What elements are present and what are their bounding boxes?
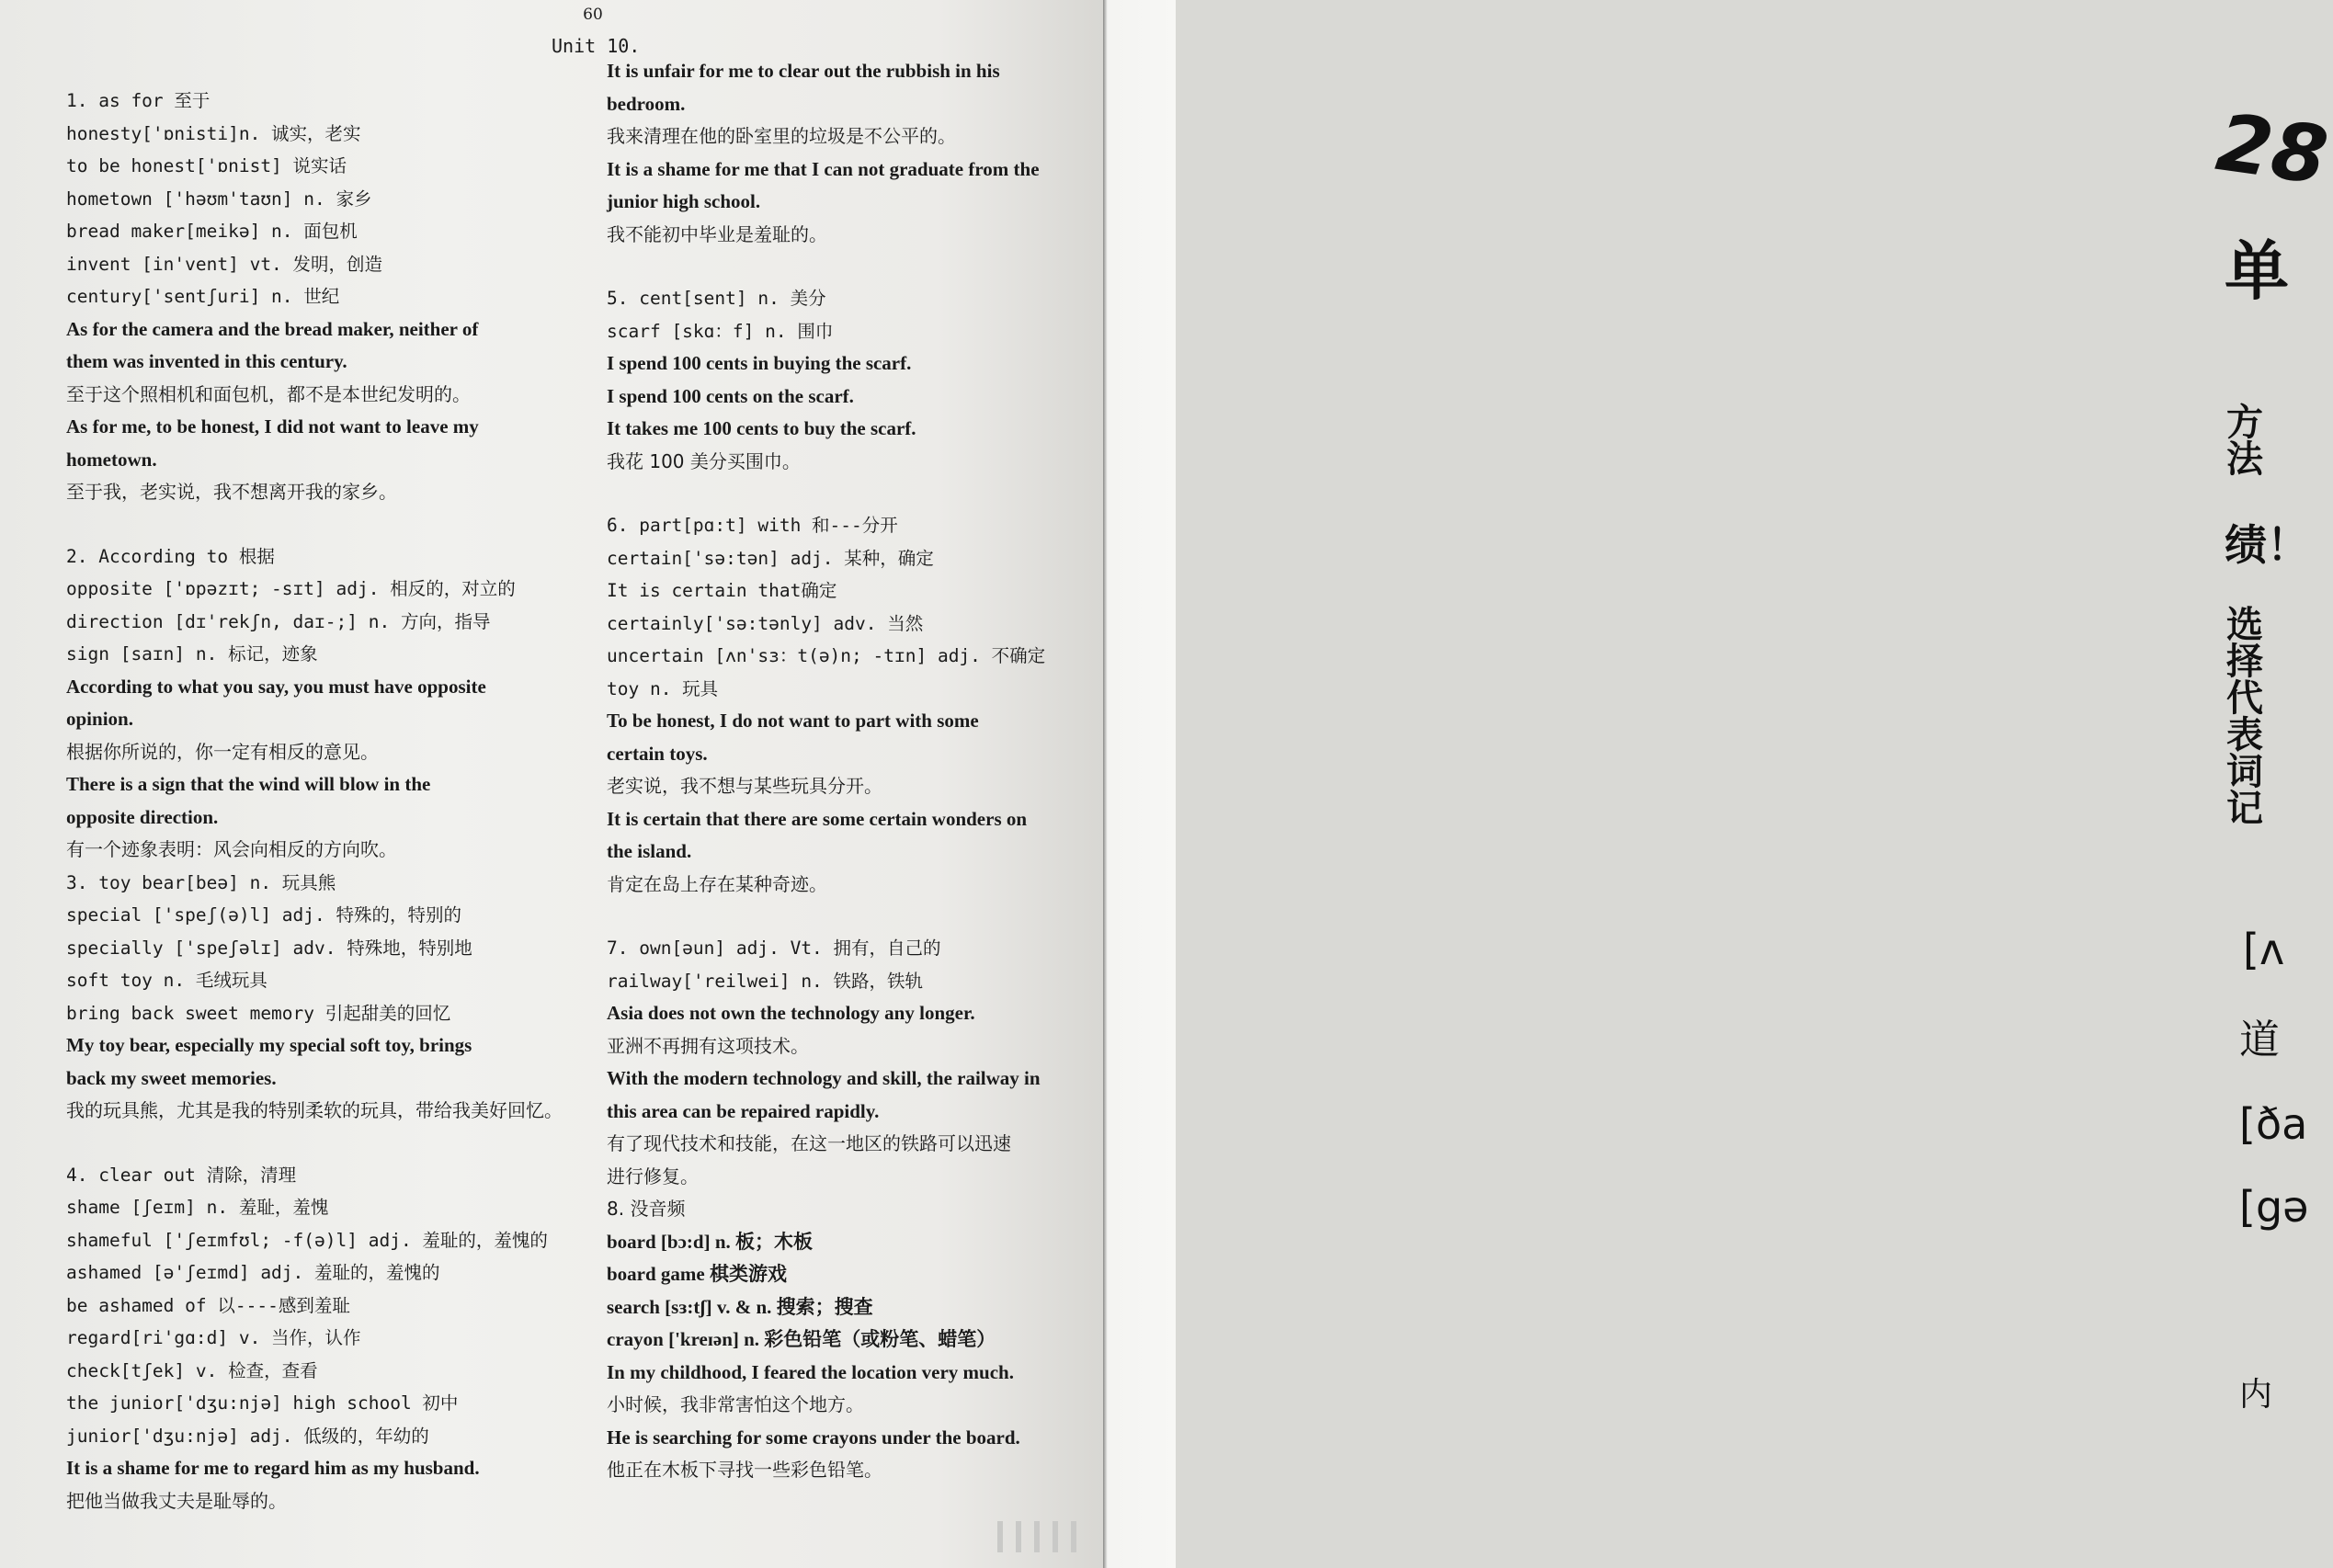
- unit-title: Unit 10.: [552, 35, 641, 57]
- vocabulary-entry: shame [ʃeɪm] n. 羞耻，羞愧: [66, 1197, 329, 1218]
- chinese-line: 至于这个照相机和面包机，都不是本世纪发明的。: [66, 382, 471, 405]
- vocabulary-entry: railway['reilwei] n. 铁路，铁轨: [607, 970, 924, 992]
- vocabulary-entry: special ['speʃ(ə)l] adj. 特殊的，特别的: [66, 904, 461, 926]
- english-sentence: As for me, to be honest, I did not want to leave my: [66, 415, 479, 437]
- chinese-line: 8. 没音频: [607, 1198, 686, 1220]
- english-sentence: It is a shame for me that I can not graduate from the: [607, 157, 1040, 180]
- vocabulary-entry: shameful ['ʃeɪmfʊl; -f(ə)l] adj. 羞耻的，羞愧的: [66, 1229, 548, 1251]
- english-sentence: this area can be repaired rapidly.: [607, 1099, 880, 1122]
- chinese-line: 肯定在岛上存在某种奇迹。: [607, 872, 827, 895]
- vocabulary-entry: toy n. 玩具: [607, 677, 719, 699]
- chinese-line: 有了现代技术和技能，在这一地区的铁路可以迅速: [607, 1132, 1011, 1154]
- english-sentence: them was invented in this century.: [66, 350, 347, 372]
- chinese-line: 我的玩具熊，尤其是我的特别柔软的玩具，带给我美好回忆。: [66, 1099, 563, 1121]
- edge-text: 内: [2239, 1376, 2273, 1414]
- english-sentence: I spend 100 cents on the scarf.: [607, 384, 854, 407]
- vocabulary-entry: honesty['ɒnisti]n. 诚实，老实: [66, 122, 361, 144]
- english-sentence: As for the camera and the bread maker, neither of: [66, 317, 479, 340]
- chinese-line: 我花 100 美分买围巾。: [607, 449, 801, 472]
- vocabulary-entry: invent [in'vent] vt. 发明，创造: [66, 253, 383, 275]
- vocabulary-entry: 1. as for 至于: [66, 90, 211, 111]
- vocabulary-entry: 3. toy bear[beə] n. 玩具熊: [66, 871, 336, 893]
- left-column: [66, 85, 581, 1517]
- vocabulary-entry: the junior['dʒu:njə] high school 初中: [66, 1392, 459, 1414]
- chinese-line: 进行修复。: [607, 1165, 699, 1187]
- english-sentence: It is a shame for me to regard him as my husband.: [66, 1457, 480, 1479]
- english-sentence: He is searching for some crayons under the board.: [607, 1426, 1020, 1449]
- english-sentence: It is certain that there are some certain wonders on: [607, 807, 1028, 830]
- section-gap: [607, 251, 1098, 282]
- english-sentence: crayon ['kreɪən] n. 彩色铅笔（或粉笔、蜡笔）: [607, 1328, 996, 1350]
- facing-page-edge: [1103, 0, 2333, 1568]
- chinese-line: 我不能初中毕业是羞耻的。: [607, 222, 827, 245]
- english-sentence: hometown.: [66, 448, 157, 471]
- vocabulary-entry: opposite ['ɒpəzɪt; -sɪt] adj. 相反的，对立的: [66, 578, 516, 599]
- edge-text: 道: [2239, 1017, 2280, 1063]
- vocabulary-entry: 2. According to 根据: [66, 545, 275, 567]
- vocabulary-entry: certainly['sə:tənly] adv. 当然: [607, 612, 924, 634]
- chinese-line: 有一个迹象表明：风会向相反的方向吹。: [66, 838, 397, 860]
- vocabulary-entry: scarf [skɑ：f] n. 围巾: [607, 320, 834, 342]
- edge-text: 词记: [2226, 751, 2263, 830]
- vocabulary-entry: 5. cent[sent] n. 美分: [607, 288, 826, 309]
- vocabulary-entry: 6. part[pɑ:t] with 和---分开: [607, 515, 898, 536]
- vocabulary-entry: be ashamed of 以----感到羞耻: [66, 1294, 350, 1316]
- chinese-line: 亚洲不再拥有这项技术。: [607, 1034, 809, 1057]
- english-sentence: opposite direction.: [66, 805, 219, 828]
- book-page: [0, 0, 1103, 1568]
- english-sentence: search [sɜ:tʃ] v. & n. 搜索；搜查: [607, 1295, 873, 1318]
- chinese-line: 他正在木板下寻找一些彩色铅笔。: [607, 1459, 882, 1481]
- chinese-line: 把他当做我丈夫是耻辱的。: [66, 1489, 287, 1512]
- edge-text: [gə: [2239, 1182, 2309, 1232]
- vocabulary-entry: 4. clear out 清除，清理: [66, 1164, 297, 1186]
- vocabulary-entry: bring back sweet memory 引起甜美的回忆: [66, 1002, 451, 1024]
- vocabulary-entry: soft toy n. 毛绒玩具: [66, 970, 267, 991]
- vocabulary-entry: check[tʃek] v. 检查，查看: [66, 1359, 318, 1381]
- chinese-line: 根据你所说的，你一定有相反的意见。: [66, 740, 379, 763]
- english-sentence: There is a sign that the wind will blow in the: [66, 773, 431, 795]
- chinese-line: 老实说，我不想与某些玩具分开。: [607, 775, 882, 797]
- vocabulary-entry: hometown ['həʊm'taʊn] n. 家乡: [66, 187, 372, 210]
- vocabulary-entry: sign [saɪn] n. 标记，迹象: [66, 643, 318, 665]
- vocabulary-entry: It is certain that确定: [607, 580, 837, 601]
- edge-text: 单: [2225, 233, 2289, 309]
- chinese-line: 至于我，老实说，我不想离开我的家乡。: [66, 481, 397, 503]
- edge-text: 方法: [2226, 402, 2263, 481]
- edge-text: [ʌ: [2243, 925, 2285, 974]
- vocabulary-entry: bread maker[meikə] n. 面包机: [66, 221, 358, 242]
- chinese-line: 我来清理在他的卧室里的垃圾是不公平的。: [607, 125, 956, 147]
- right-column: [607, 55, 1098, 1487]
- vocabulary-entry: junior['dʒu:njə] adj. 低级的，年幼的: [66, 1425, 429, 1447]
- vocabulary-entry: regard[ri'gɑ:d] v. 当作，认作: [66, 1327, 361, 1348]
- english-sentence: Asia does not own the technology any longer.: [607, 1002, 975, 1024]
- vocabulary-entry: 7. own[əun] adj. Vt. 拥有，自己的: [607, 937, 941, 959]
- section-gap: [607, 901, 1098, 932]
- english-sentence: back my sweet memories.: [66, 1066, 277, 1089]
- edge-text: 选择: [2226, 604, 2263, 683]
- english-sentence: To be honest, I do not want to part with some: [607, 710, 979, 732]
- edge-text: 绩！: [2225, 520, 2309, 570]
- english-sentence: the island.: [607, 840, 692, 862]
- section-gap: [66, 1128, 581, 1159]
- english-sentence: board game 棋类游戏: [607, 1263, 787, 1285]
- vocabulary-entry: to be honest['ɒnist] 说实话: [66, 155, 347, 176]
- vocabulary-entry: certain['sə:tən] adj. 某种，确定: [607, 547, 934, 569]
- page-number: 60: [583, 6, 603, 24]
- vocabulary-entry: uncertain [ʌn'sɜ：t(ə)n; -tɪn] adj. 不确定: [607, 645, 1046, 666]
- english-sentence: bedroom.: [607, 92, 686, 115]
- english-sentence: My toy bear, especially my special soft toy, brings: [66, 1034, 472, 1056]
- english-sentence: In my childhood, I feared the location very much.: [607, 1360, 1014, 1383]
- vocabulary-entry: direction [dɪ'rekʃn, daɪ-;] n. 方向，指导: [66, 610, 491, 632]
- vocabulary-entry: specially ['speʃəlɪ] adv. 特殊地，特别地: [66, 937, 472, 959]
- section-gap: [66, 509, 581, 540]
- edge-text: 28: [2211, 97, 2333, 203]
- english-sentence: opinion.: [66, 708, 133, 730]
- vocabulary-entry: century['sentʃuri] n. 世纪: [66, 286, 340, 307]
- edge-text: 代表: [2226, 677, 2263, 756]
- english-sentence: According to what you say, you must have opposite: [66, 675, 486, 698]
- image-pager-dots: [997, 1521, 1089, 1552]
- vocabulary-entry: ashamed [ə'ʃeɪmd] adj. 羞耻的，羞愧的: [66, 1262, 440, 1283]
- english-sentence: It is unfair for me to clear out the rubbish in his: [607, 60, 1000, 82]
- english-sentence: junior high school.: [607, 190, 761, 212]
- english-sentence: board [bɔ:d] n. 板；木板: [607, 1230, 814, 1253]
- edge-text: [ða: [2239, 1099, 2308, 1149]
- section-gap: [607, 478, 1098, 509]
- english-sentence: I spend 100 cents in buying the scarf.: [607, 352, 912, 374]
- english-sentence: certain toys.: [607, 742, 708, 765]
- english-sentence: It takes me 100 cents to buy the scarf.: [607, 417, 916, 439]
- english-sentence: With the modern technology and skill, the railway in: [607, 1067, 1041, 1089]
- chinese-line: 小时候，我非常害怕这个地方。: [607, 1393, 864, 1415]
